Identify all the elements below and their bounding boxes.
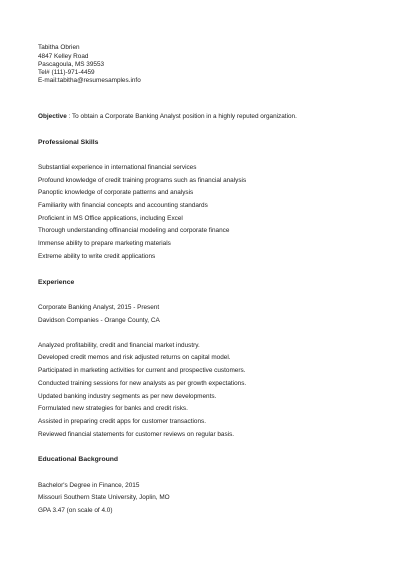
experience-item: Participated in marketing activities for current and prospective customers.: [38, 367, 246, 374]
experience-item: Formulated new strategies for banks and credit risks.: [38, 405, 188, 412]
skill-item: Immense ability to prepare marketing materials: [38, 240, 171, 247]
education-gpa: GPA 3.47 (on scale of 4.0): [38, 507, 113, 514]
skill-item: Panoptic knowledge of corporate patterns and analysis: [38, 189, 194, 196]
experience-heading: Experience: [38, 279, 75, 286]
objective-text: : To obtain a Corporate Banking Analyst position in a highly reputed organization.: [66, 113, 297, 120]
skill-item: Thorough understanding offinancial modeling and corporate finance: [38, 227, 230, 234]
job-company: Davidson Companies - Orange County, CA: [38, 317, 160, 324]
skill-item: Proficient in MS Office applications, including Excel: [38, 215, 183, 222]
experience-item: Updated banking industry segments as per new developments.: [38, 393, 217, 400]
contact-phone: Tel# (111)-971-4459: [38, 69, 95, 76]
objective-line: [38, 113, 297, 121]
education-heading: Educational Background: [38, 456, 119, 463]
education-school: Missouri Southern State University, Joplin, MO: [38, 494, 170, 501]
job-title: Corporate Banking Analyst, 2015 - Present: [38, 304, 160, 311]
objective-label: Objective: [38, 113, 67, 120]
experience-item: Developed credit memos and risk adjusted returns on capital model.: [38, 354, 231, 361]
skill-item: Extreme ability to write credit applications: [38, 253, 156, 260]
experience-item: Assisted in preparing credit apps for customer transactions.: [38, 418, 207, 425]
contact-address: 4847 Kelley Road: [38, 53, 89, 60]
skills-heading: Professional Skills: [38, 139, 99, 146]
experience-item: Analyzed profitability, credit and financial market industry.: [38, 342, 200, 349]
experience-item: Reviewed financial statements for customer reviews on regular basis.: [38, 431, 235, 438]
skill-item: Profound knowledge of credit training programs such as financial analysis: [38, 177, 247, 184]
contact-email: E-mail:tabitha@resumesamples.info: [38, 77, 141, 84]
contact-city: Pascagoula, MS 39553: [38, 61, 105, 68]
education-degree: Bachelor's Degree in Finance, 2015: [38, 482, 140, 489]
skill-item: Familiarity with financial concepts and accounting standards: [38, 202, 208, 209]
skill-item: Substantial experience in international financial services: [38, 164, 197, 171]
contact-name: Tabitha Obrien: [38, 44, 80, 51]
experience-item: Conducted training sessions for new analysts as per growth expectations.: [38, 380, 247, 387]
